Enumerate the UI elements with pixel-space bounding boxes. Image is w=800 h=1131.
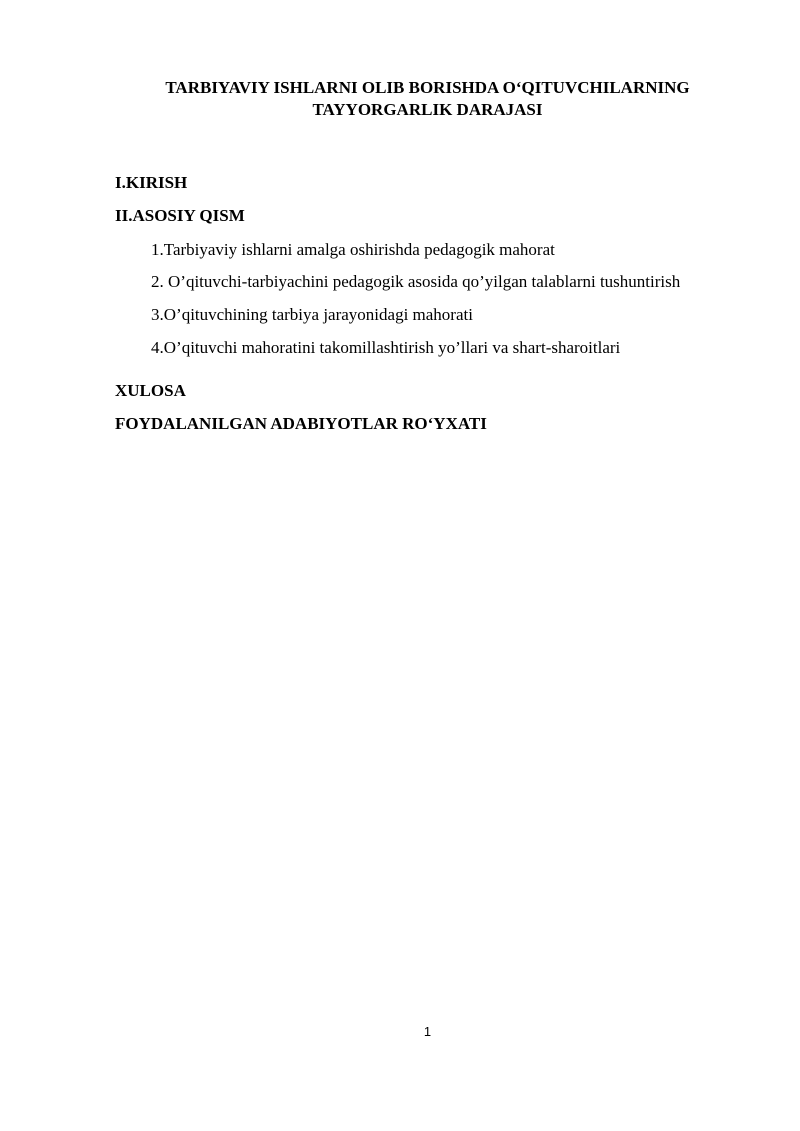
document-title-line-1: TARBIYAVIY ISHLARNI OLIB BORISHDA O‘QITUVCHILARNING — [165, 78, 690, 97]
section-heading-conclusion: XULOSA — [115, 381, 186, 400]
page-number: 1 — [423, 1024, 432, 1039]
list-item: 1.Tarbiyaviy ishlarni amalga oshirishda pedagogik mahorat — [151, 240, 555, 259]
section-heading-intro: I.KIRISH — [115, 173, 188, 192]
list-item: 4.O’qituvchi mahoratini takomillashtirish yo’llari va shart-sharoitlari — [151, 338, 621, 357]
section-heading-references: FOYDALANILGAN ADABIYOTLAR RO‘YXATI — [115, 414, 487, 433]
document-title-line-2: TAYYORGARLIK DARAJASI — [312, 100, 543, 119]
list-item: 2. O’qituvchi-tarbiyachini pedagogik asosida qo’yilgan talablarni tushuntirish — [151, 272, 681, 291]
list-item: 3.O’qituvchining tarbiya jarayonidagi mahorati — [151, 305, 473, 324]
document-title — [100, 77, 755, 121]
section-heading-main-part: II.ASOSIY QISM — [115, 206, 245, 225]
